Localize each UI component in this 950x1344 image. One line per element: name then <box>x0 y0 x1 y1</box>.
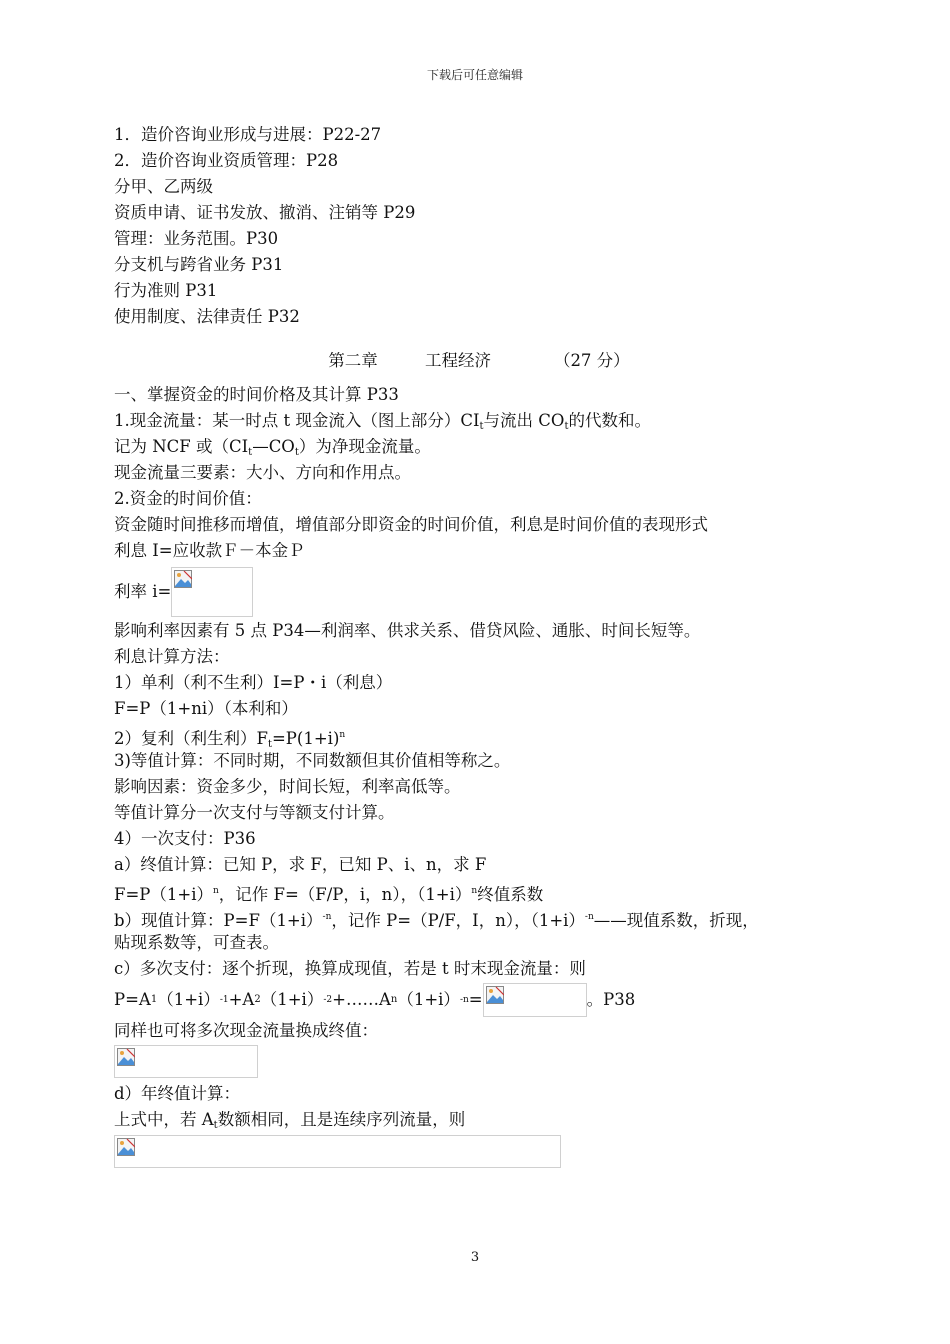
text-line: 1.现金流量：某一时点 t 现金流入（图上部分）$CI_t$与流出 $CO_t$的代数和。 <box>114 411 651 432</box>
text-line: 4）一次支付：P36 <box>114 829 256 848</box>
multi-payment-line: P=A 1 （1+i） -1 +A 2 （1+i） -2 +……A n （1+i） -n = 。P38 <box>114 982 844 1018</box>
broken-image-icon <box>117 1138 135 1156</box>
text-line: 影响因素：资金多少，时间长短，利率高低等。 <box>114 777 461 796</box>
text-line: $F=P(1+i)^n$，记作 F=（F/P，i，n），$(1+i)^n$终值系数 <box>114 885 544 904</box>
text-line: F=P（1+ni）（本利和） <box>114 699 298 718</box>
annuity-formula-image <box>114 1135 561 1168</box>
text-line: 1．造价咨询业形成与进展：P22-27 <box>114 125 382 144</box>
document-body <box>114 122 844 1171</box>
section-heading: 一、掌握资金的时间价格及其计算 P33 <box>114 385 399 404</box>
present-value-formula-image <box>483 983 587 1017</box>
text-line: 1）单利（利不生利）I=P・i（利息） <box>114 673 393 692</box>
text-line: a）终值计算：已知 P，求 F，已知 P、i、n，求 F <box>114 855 487 874</box>
text-line: c）多次支付：逐个折现，换算成现值，若是 t 时末现金流量：则 <box>114 959 586 978</box>
page-header: 下载后可任意编辑 <box>426 68 523 82</box>
text-line: 分支机与跨省业务 P31 <box>114 255 284 274</box>
rate-line: 利率 i= <box>114 566 844 618</box>
annuity-formula-row <box>114 1133 844 1171</box>
text-line: 现金流量三要素：大小、方向和作用点。 <box>114 463 411 482</box>
text-line: d）年终值计算： <box>114 1084 241 1103</box>
text-line: 2）复利（利生利）$F_t=P(1+i)^n$ <box>114 729 346 750</box>
text-line: 资质申请、证书发放、撤消、注销等 P29 <box>114 203 416 222</box>
text-line: 3)等值计算：不同时期，不同数额但其价值相等称之。 <box>114 751 511 770</box>
rate-formula-image <box>171 567 253 617</box>
text-line: 利息 I=应收款Ｆ－本金Ｐ <box>114 541 305 560</box>
text-line: 利息计算方法： <box>114 647 230 666</box>
text-line: 影响利率因素有 5 点 P34—利润率、供求关系、借贷风险、通胀、时间长短等。 <box>114 621 701 640</box>
text-line: 贴现系数等，可查表。 <box>114 933 279 952</box>
future-value-formula-image <box>114 1045 258 1078</box>
text-line: 分甲、乙两级 <box>114 177 213 196</box>
text-line: 使用制度、法律责任 P32 <box>114 307 300 326</box>
text-line: 2.资金的时间价值： <box>114 489 262 508</box>
chapter-heading: 第二章 工程经济 （27 分） <box>328 351 630 370</box>
broken-image-icon <box>486 986 504 1004</box>
text-line: 行为准则 P31 <box>114 281 218 300</box>
broken-image-icon <box>117 1048 135 1066</box>
text-line: 同样也可将多次现金流量换成终值： <box>114 1021 378 1040</box>
text-line: 资金随时间推移而增值，增值部分即资金的时间价值，利息是时间价值的表现形式 <box>114 515 708 534</box>
text-line: 2．造价咨询业资质管理：P28 <box>114 151 339 170</box>
text-line: 记为 NCF 或$(CI_t—CO_t)$为净现金流量。 <box>114 437 431 458</box>
text-line: b）现值计算：$P=F(1+i)^{-n}$，记作 P=（P/F，I，n），$(1+i)^{-n}——$现值系数，折现， <box>114 911 759 930</box>
text-line: 等值计算分一次支付与等额支付计算。 <box>114 803 395 822</box>
page-number: 3 <box>470 1250 480 1265</box>
text-line: 上式中，若 $A_t$数额相同，且是连续序列流量，则 <box>114 1110 466 1131</box>
future-value-formula-row <box>114 1044 844 1081</box>
text-line: 管理：业务范围。P30 <box>114 229 279 248</box>
broken-image-icon <box>174 570 192 588</box>
